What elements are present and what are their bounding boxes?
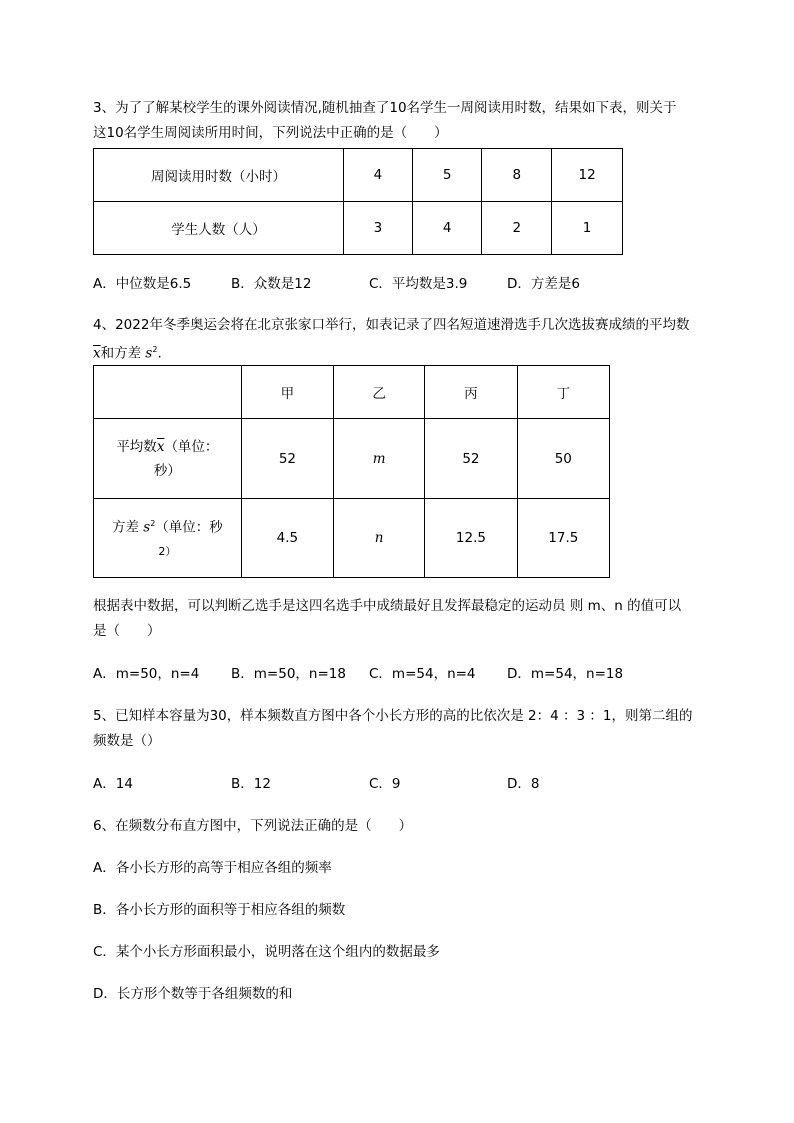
q4-s-symbol: s — [145, 345, 153, 362]
q3-table-cell: 2 — [482, 202, 552, 255]
q4-stem-line1: 4、2022年冬季奥运会将在北京张家口举行，如表记录了四名短道速滑选手几次选拔赛成绩的平均数 — [93, 317, 690, 333]
q4-row2-s: s — [143, 519, 151, 536]
q3-table-cell: 1 — [552, 202, 623, 255]
q4-table-cell: 52 — [241, 419, 333, 499]
q3-table-cell: 4 — [344, 149, 413, 202]
q4-row1-label-a: 平均数 — [116, 438, 157, 455]
q4-table-cell: 4.5 — [241, 499, 333, 578]
q4-table-header: 甲 — [241, 366, 333, 419]
q4-row1-xbar: $\overline{x}$ — [156, 438, 165, 455]
q4-options — [93, 663, 713, 685]
q5-stem-line1: 5、已知样本容量为30，样本频数直方图中各个小长方形的高的比依次是 2：4 ：3 ：1，则第二组的 — [93, 708, 693, 724]
q3-options — [93, 273, 713, 295]
q6-option-d[interactable]: D．长方形个数等于各组频数的和 — [93, 986, 293, 1002]
q3-stem-line1: 3、为了了解某校学生的课外阅读情况,随机抽查了10名学生一周阅读用时数，结果如下表，则关于 — [93, 100, 677, 116]
q4-option-b[interactable]: B．m=50，n=18 — [231, 666, 346, 682]
q3-option-a[interactable]: A．中位数是6.5 — [93, 276, 192, 292]
q6-option-c[interactable]: C．某个小长方形面积最小，说明落在这个组内的数据最多 — [93, 944, 440, 960]
q4-table-cell: 52 — [425, 419, 517, 499]
q3-table-cell: 3 — [344, 202, 413, 255]
q3-table-row1-label: 周阅读用时数（小时） — [94, 149, 344, 202]
q4-stem-line2 — [93, 339, 162, 365]
q4-after-line1: 根据表中数据，可以判断乙选手是这四名选手中成绩最好且发挥最稳定的运动员 则 m、n 的值可以 — [93, 598, 682, 614]
q3-table-cell: 5 — [412, 149, 482, 202]
q5-option-b[interactable]: B．12 — [231, 776, 271, 792]
q4-stem-line2-end: . — [157, 345, 162, 362]
q4-table-cell: 50 — [517, 419, 609, 499]
q5-options — [93, 773, 713, 795]
q4-row2-sup: 2 — [150, 519, 156, 529]
q4-row1-label-c: 秒） — [153, 462, 181, 479]
q4-stem-line2-text: 和方差 — [100, 345, 146, 362]
q4-table-cell: m — [334, 419, 425, 499]
q3-table — [93, 148, 623, 255]
q4-xbar-symbol: $\overline{x}$ — [93, 345, 101, 362]
q4-row2-label-a: 方差 — [111, 519, 144, 536]
q4-table-cell: n — [334, 499, 425, 578]
q3-stem-line2: 这10名学生周阅读所用时间，下列说法中正确的是（ ） — [93, 125, 448, 141]
q4-table — [93, 365, 610, 578]
q4-table-header: 乙 — [334, 366, 425, 419]
q6-option-a[interactable]: A．各小长方形的高等于相应各组的频率 — [93, 860, 332, 876]
q4-table-corner — [94, 366, 242, 419]
q4-table-row1-label — [94, 419, 242, 499]
q4-s-superscript: 2 — [152, 345, 158, 354]
q4-option-a[interactable]: A．m=50，n=4 — [93, 666, 200, 682]
q4-row2-label-b: （单位：秒 — [155, 519, 223, 536]
q4-table-cell: 12.5 — [425, 499, 517, 578]
q3-table-cell: 8 — [482, 149, 552, 202]
q4-option-c[interactable]: C．m=54，n=4 — [369, 666, 476, 682]
q3-option-c[interactable]: C．平均数是3.9 — [369, 276, 468, 292]
q4-row2-label-c: 2） — [158, 544, 177, 558]
q6-stem: 6、在频数分布直方图中，下列说法正确的是（ ） — [93, 818, 413, 834]
q3-table-cell: 4 — [412, 202, 482, 255]
q5-option-c[interactable]: C．9 — [369, 776, 401, 792]
q6-option-b[interactable]: B．各小长方形的面积等于相应各组的频数 — [93, 902, 346, 918]
q5-stem-line2: 频数是（） — [93, 733, 161, 749]
q4-row1-label-b: （单位： — [164, 438, 219, 455]
q3-table-cell: 12 — [552, 149, 623, 202]
q5-option-d[interactable]: D．8 — [507, 776, 540, 792]
q4-after-line2: 是（ ） — [93, 623, 161, 639]
q3-option-d[interactable]: D．方差是6 — [507, 276, 580, 292]
q4-table-header: 丁 — [517, 366, 609, 419]
q4-table-cell: 17.5 — [517, 499, 609, 578]
q4-table-row2-label — [94, 499, 242, 578]
q4-table-header: 丙 — [425, 366, 517, 419]
q5-option-a[interactable]: A．14 — [93, 776, 133, 792]
q3-table-row2-label: 学生人数（人） — [94, 202, 344, 255]
q4-option-d[interactable]: D．m=54，n=18 — [507, 666, 624, 682]
q3-option-b[interactable]: B．众数是12 — [231, 276, 312, 292]
